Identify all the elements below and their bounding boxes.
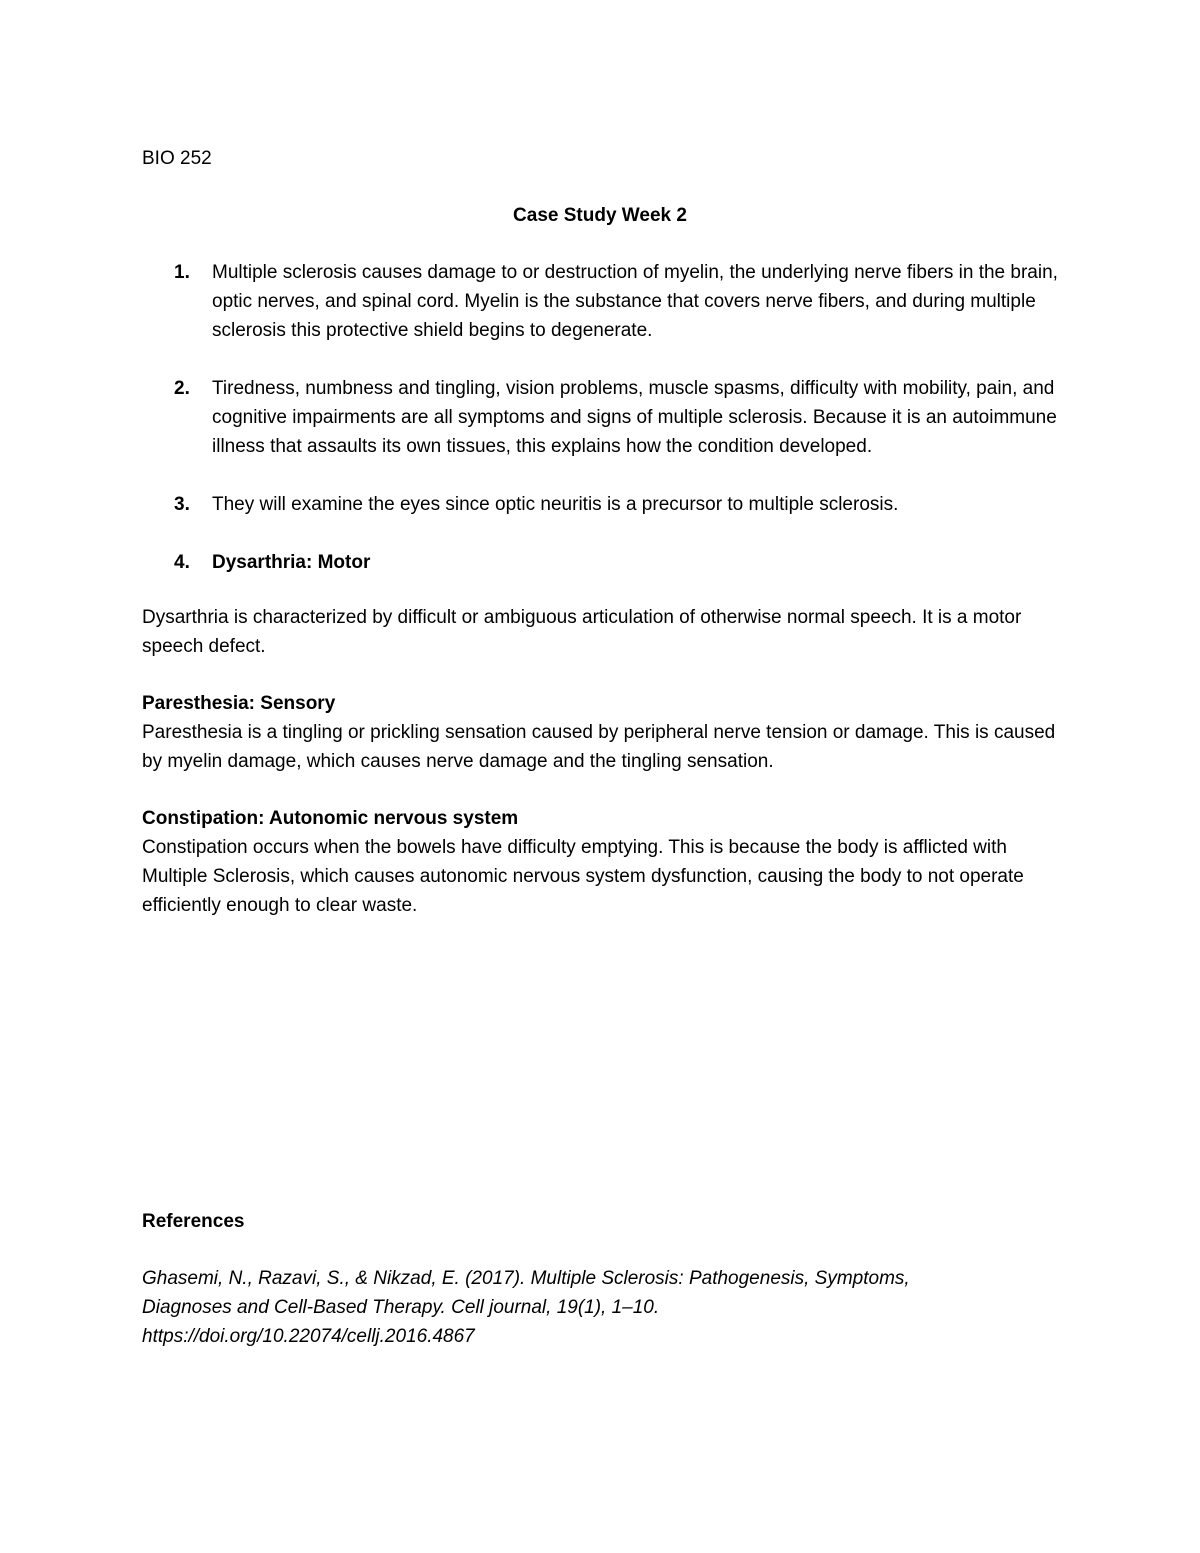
- reference-citation: [142, 1264, 1042, 1351]
- symptom-text: Paresthesia is a tingling or prickling sensation caused by peripheral nerve tension or damage. This is caused by myelin damage, which causes nerve damage and the tingling sensation.: [142, 722, 1056, 772]
- citation-line: Diagnoses and Cell-Based Therapy. Cell journal, 19(1), 1–10.: [142, 1297, 660, 1318]
- answer-text: Multiple sclerosis causes damage to or destruction of myelin, the underlying nerve fibers in the brain, optic nerves, and spinal cord. Myelin is the substance that covers nerve fibers, and during multiple sclerosis this protective shield begins to degenerate.: [212, 262, 1058, 341]
- answer-text: They will examine the eyes since optic neuritis is a precursor to multiple sclerosis.: [212, 494, 899, 515]
- symptom-dysarthria: [142, 603, 1058, 661]
- answer-item-2: [142, 374, 1058, 461]
- symptom-constipation: [142, 804, 1058, 920]
- answer-item-3: [142, 490, 1058, 519]
- references-heading: References: [142, 1211, 245, 1232]
- answer-text: Tiredness, numbness and tingling, vision problems, muscle spasms, difficulty with mobility, pain, and cognitive impairments are all symptoms and signs of multiple sclerosis. Because it is an autoimmune illness that assaults its own tissues, this explains how the condition developed.: [212, 378, 1057, 457]
- symptom-paresthesia: [142, 689, 1058, 776]
- answer-number: 3.: [174, 494, 190, 515]
- citation-doi-link[interactable]: https://doi.org/10.22074/cellj.2016.4867: [142, 1326, 475, 1347]
- citation-line: Ghasemi, N., Razavi, S., & Nikzad, E. (2017). Multiple Sclerosis: Pathogenesis, Symptoms,: [142, 1268, 910, 1289]
- answer-number: 1.: [174, 262, 190, 283]
- symptom-text: Dysarthria is characterized by difficult or ambiguous articulation of otherwise normal speech. It is a motor speech defect.: [142, 607, 1022, 657]
- symptom-heading: Constipation: Autonomic nervous system: [142, 808, 519, 829]
- course-code: BIO 252: [142, 148, 212, 169]
- answer-heading: Dysarthria: Motor: [212, 552, 371, 573]
- answer-list: [142, 258, 1058, 577]
- symptom-text: Constipation occurs when the bowels have difficulty emptying. This is because the body is afflicted with Multiple Sclerosis, which causes autonomic nervous system dysfunction, causing the body to not operate efficiently enough to clear waste.: [142, 837, 1024, 916]
- answer-number: 2.: [174, 378, 190, 399]
- answer-item-4: [142, 548, 1058, 577]
- document-title: Case Study Week 2: [513, 205, 687, 226]
- answer-number: 4.: [174, 552, 190, 573]
- answer-item-1: [142, 258, 1058, 345]
- symptom-heading: Paresthesia: Sensory: [142, 693, 336, 714]
